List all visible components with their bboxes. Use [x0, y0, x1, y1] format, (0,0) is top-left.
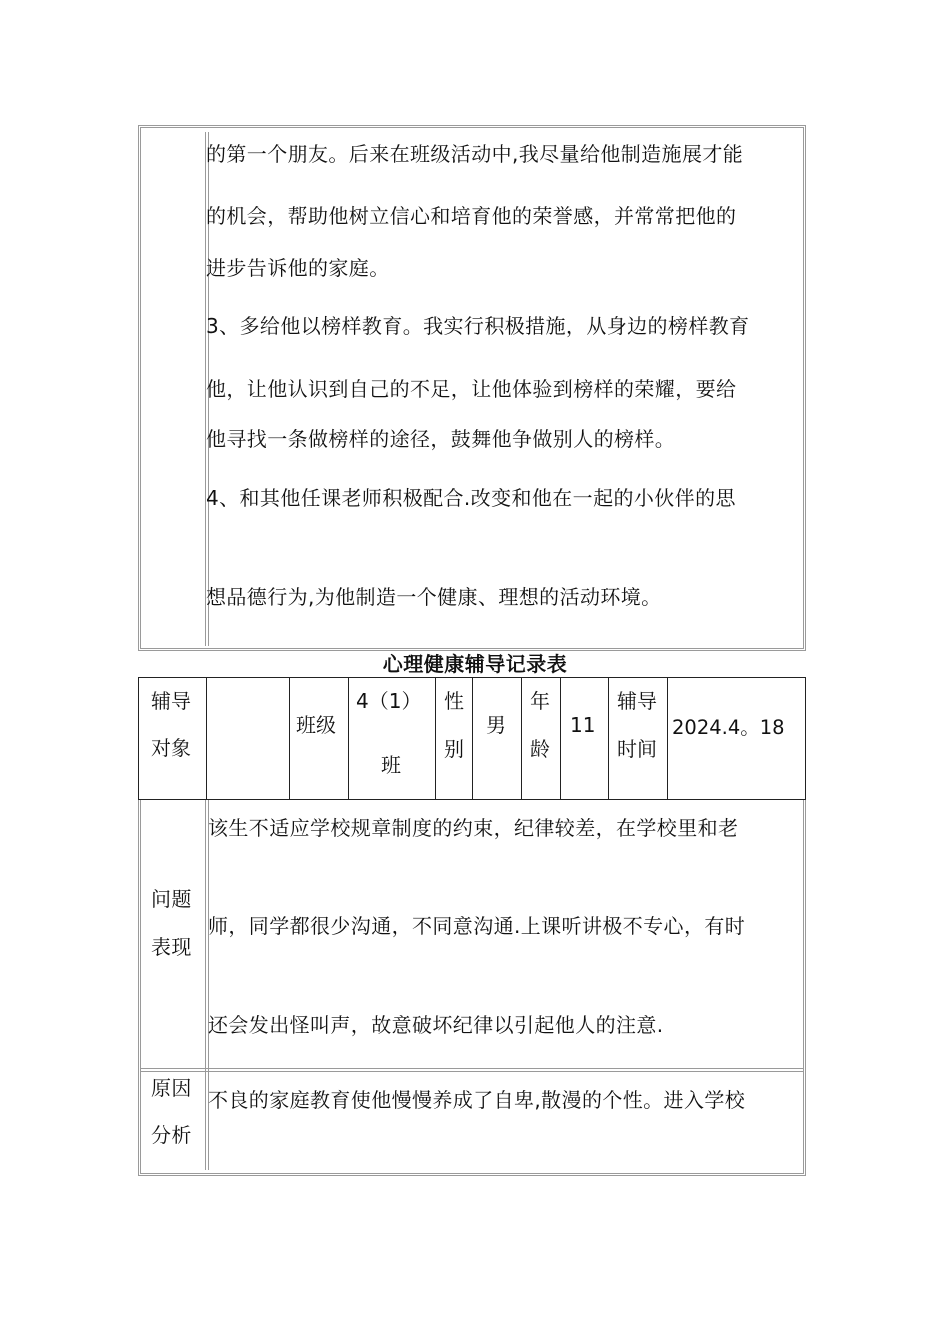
class-label-cell — [290, 678, 349, 799]
problem-label: 表现 — [151, 935, 192, 959]
age-value: 11 — [570, 713, 596, 737]
gender-value-cell — [473, 678, 522, 799]
continuation-line: 进步告诉他的家庭。 — [206, 256, 390, 280]
continuation-line: 他，让他认识到自己的不足，让他体验到榜样的荣耀，要给 — [206, 377, 737, 401]
continuation-line: 的第一个朋友。后来在班级活动中,我尽量给他制造施展才能 — [206, 142, 744, 166]
cause-label: 分析 — [151, 1123, 192, 1147]
problem-label: 问题 — [151, 887, 192, 911]
continuation-line: 的机会，帮助他树立信心和培育他的荣誉感，并常常把他的 — [206, 204, 737, 228]
cause-label: 原因 — [151, 1076, 192, 1100]
continuation-line: 想品德行为,为他制造一个健康、理想的活动环境。 — [206, 585, 662, 609]
age-value-cell — [561, 678, 609, 799]
time-label: 辅导 — [617, 689, 657, 713]
continuation-line: 他寻找一条做榜样的途径，鼓舞他争做别人的榜样。 — [206, 427, 676, 451]
table-row-divider — [141, 1068, 803, 1072]
gender-label: 别 — [444, 737, 464, 761]
class-label: 班级 — [296, 713, 336, 737]
problem-line: 该生不适应学校规章制度的约束，纪律较差，在学校里和老 — [208, 816, 739, 840]
problem-line: 师，同学都很少沟通，不同意沟通.上课听讲极不专心，有时 — [208, 914, 746, 938]
record-form-title: 心理健康辅导记录表 — [382, 652, 568, 676]
age-label: 龄 — [530, 737, 550, 761]
problem-line: 还会发出怪叫声，故意破坏纪律以引起他人的注意. — [208, 1013, 664, 1037]
class-value: 4（1） — [356, 689, 422, 713]
continuation-line: 4、和其他任课老师积极配合.改变和他在一起的小伙伴的思 — [206, 486, 736, 510]
gender-label: 性 — [444, 689, 464, 713]
time-label: 时间 — [617, 737, 657, 761]
cause-line: 不良的家庭教育使他慢慢养成了自卑,散漫的个性。进入学校 — [208, 1088, 746, 1112]
class-value: 班 — [381, 753, 401, 777]
subject-value-cell — [207, 678, 290, 799]
table-column-divider — [205, 800, 209, 1170]
gender-value: 男 — [486, 713, 506, 737]
age-label: 年 — [530, 689, 550, 713]
continuation-line: 3、多给他以榜样教育。我实行积极措施，从身边的榜样教育 — [206, 314, 750, 338]
subject-label: 对象 — [151, 736, 191, 760]
time-value: 2024.4。18 — [672, 716, 785, 739]
subject-label: 辅导 — [151, 689, 191, 713]
record-detail-table — [138, 800, 806, 1176]
